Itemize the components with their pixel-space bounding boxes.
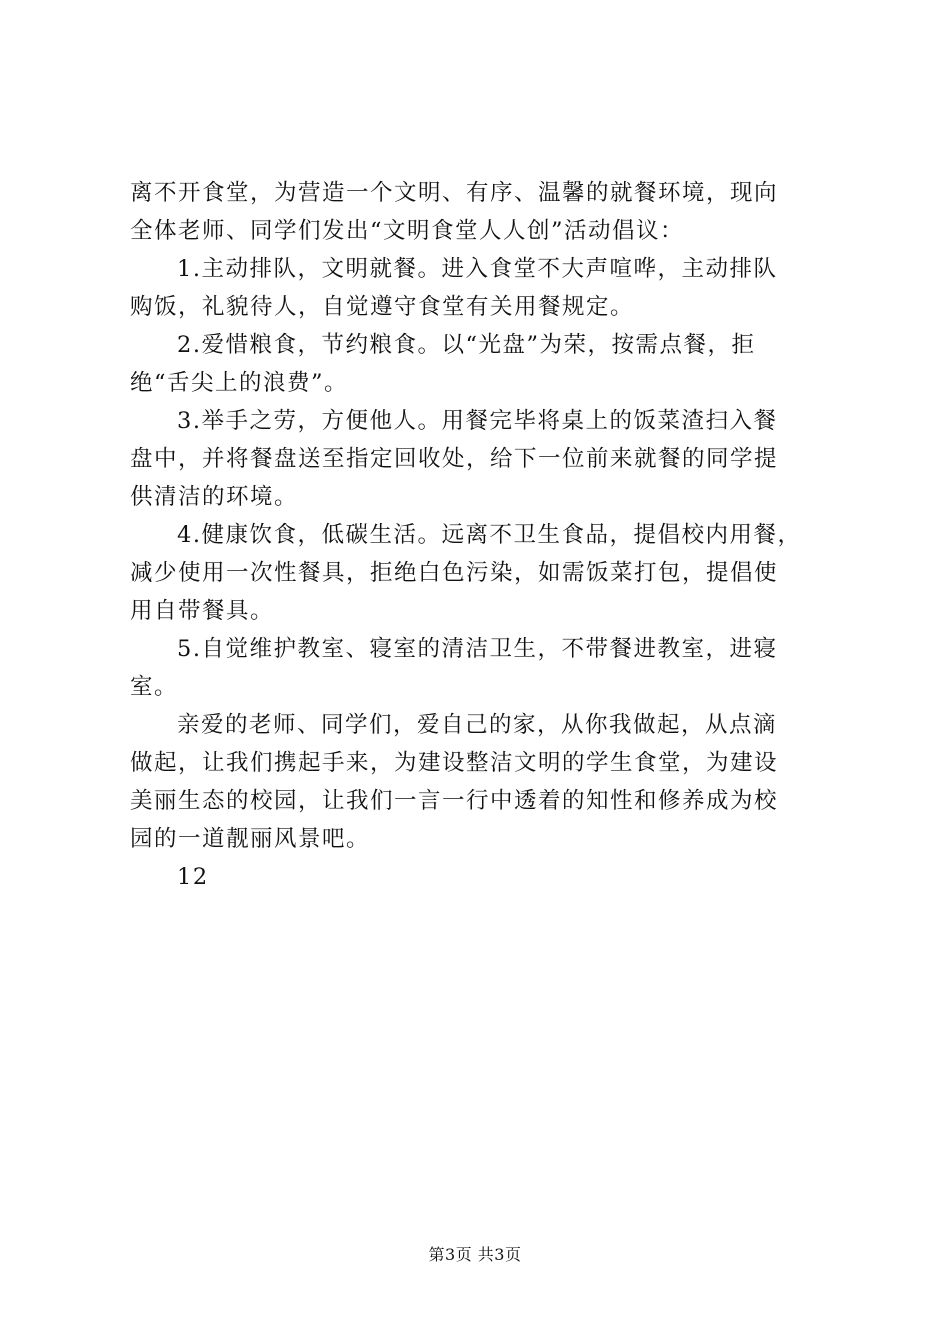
text-line: 亲爱的老师、同学们，爱自己的家，从你我做起，从点滴	[177, 712, 778, 738]
text-line: 盘中，并将餐盘送至指定回收处，给下一位前来就餐的同学提	[130, 446, 779, 472]
text-line: 室。	[130, 674, 179, 700]
text-line: 美丽生态的校园，让我们一言一行中透着的知性和修养成为校	[130, 788, 779, 814]
text-line: 供清洁的环境。	[130, 484, 299, 510]
text-line: 4.健康饮食，低碳生活。远离不卫生食品，提倡校内用餐，	[177, 522, 802, 548]
text-line: 用自带餐具。	[130, 598, 275, 624]
text-line: 购饭，礼貌待人，自觉遵守食堂有关用餐规定。	[130, 294, 635, 320]
text-line: 做起，让我们携起手来，为建设整洁文明的学生食堂，为建设	[130, 750, 779, 776]
text-line: 2.爱惜粮食，节约粮食。以“光盘”为荣，按需点餐，拒	[177, 332, 756, 358]
text-line: 离不开食堂，为营造一个文明、有序、温馨的就餐环境，现向	[130, 180, 779, 206]
text-line: 全体老师、同学们发出“文明食堂人人创”活动倡议：	[130, 218, 685, 244]
page-footer: 第3页 共3页	[428, 1245, 522, 1264]
text-line: 5.自觉维护教室、寝室的清洁卫生，不带餐进教室，进寝	[177, 636, 778, 662]
text-line: 12	[177, 864, 209, 890]
text-line: 3.举手之劳，方便他人。用餐完毕将桌上的饭菜渣扫入餐	[177, 408, 778, 434]
text-line: 园的一道靓丽风景吧。	[130, 826, 371, 852]
text-line: 减少使用一次性餐具，拒绝白色污染，如需饭菜打包，提倡使	[130, 560, 779, 586]
text-line: 1.主动排队，文明就餐。进入食堂不大声喧哗，主动排队	[177, 256, 778, 282]
document-body	[130, 174, 830, 896]
text-line: 绝“舌尖上的浪费”。	[130, 370, 349, 396]
